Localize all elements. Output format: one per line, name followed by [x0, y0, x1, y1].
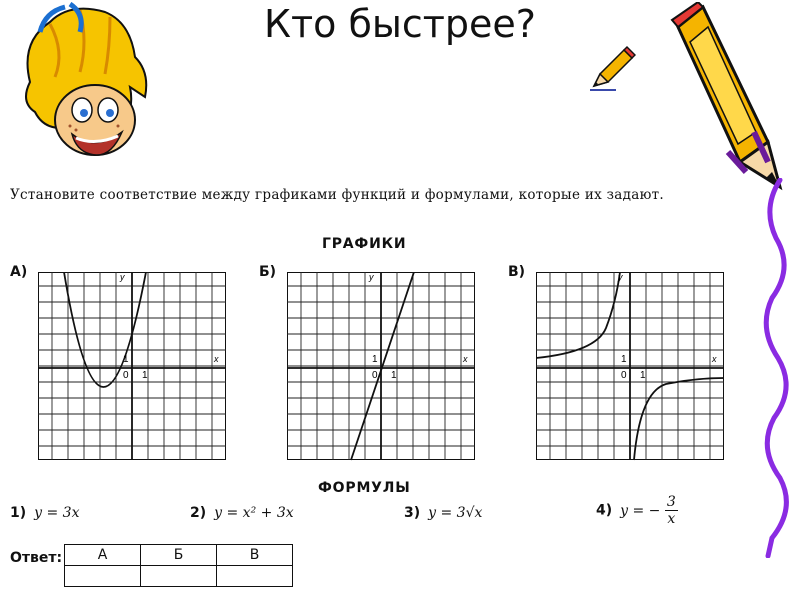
graph-v-label: В) [508, 264, 526, 280]
formula-3 [404, 505, 482, 521]
answer-cell-v[interactable] [217, 566, 293, 587]
formula-4 [596, 494, 678, 527]
answer-table [64, 544, 293, 587]
tick-y-label: 1 [621, 354, 627, 365]
formulas-heading: ФОРМУЛЫ [318, 480, 411, 496]
tick-x-label: 1 [640, 370, 646, 381]
small-pencil-icon [586, 44, 636, 94]
fraction-denominator: x [667, 511, 676, 527]
graph-v [536, 272, 726, 462]
axis-y-label: y [618, 272, 623, 282]
formula-expression: y = 3x [34, 505, 80, 521]
graphs-heading: ГРАФИКИ [322, 236, 407, 252]
formula-number: 2) [190, 505, 207, 521]
formula-number: 1) [10, 505, 27, 521]
graph-b [287, 272, 477, 462]
tick-y-label: 1 [372, 354, 378, 365]
parabola-curve [64, 272, 146, 387]
fraction [665, 494, 678, 527]
formula-2 [190, 505, 294, 521]
axis-x-label: x [712, 354, 717, 364]
origin-label: 0 [123, 370, 129, 381]
formula-expression: y = 3√x [428, 505, 483, 521]
answer-header-b: Б [141, 545, 217, 566]
hyperbola-left-branch [536, 272, 620, 358]
tick-y-label: 1 [123, 354, 129, 365]
axis-y-label: y [369, 272, 374, 282]
tick-x-label: 1 [142, 370, 148, 381]
origin-label: 0 [372, 370, 378, 381]
hyperbola-right-branch [634, 378, 724, 460]
answer-header-v: В [217, 545, 293, 566]
decorative-squiggle [756, 178, 800, 558]
axis-y-label: y [120, 272, 125, 282]
axis-x-label: x [214, 354, 219, 364]
answer-cell-b[interactable] [141, 566, 217, 587]
answer-cell-a[interactable] [65, 566, 141, 587]
task-text: Установите соответствие между графиками функций и формулами, которые их задают. [10, 187, 665, 203]
answer-input-row [65, 566, 293, 587]
formula-1 [10, 505, 79, 521]
graph-b-label: Б) [259, 264, 277, 280]
formula-expression-prefix: y = − [620, 502, 661, 519]
answer-header-row [65, 545, 293, 566]
tick-x-label: 1 [391, 370, 397, 381]
large-pencil-icon [668, 2, 788, 192]
answer-header-a: А [65, 545, 141, 566]
formula-number: 4) [596, 502, 613, 519]
formula-expression: y = x² + 3x [214, 505, 294, 521]
fraction-numerator: 3 [666, 494, 676, 510]
formula-number: 3) [404, 505, 421, 521]
graph-a [38, 272, 228, 462]
answer-label: Ответ: [10, 550, 63, 566]
axis-x-label: x [463, 354, 468, 364]
page-title: Кто быстрее? [264, 2, 536, 46]
origin-label: 0 [621, 370, 627, 381]
cartoon-mascot-image [10, 2, 160, 167]
graph-a-label: А) [10, 264, 28, 280]
